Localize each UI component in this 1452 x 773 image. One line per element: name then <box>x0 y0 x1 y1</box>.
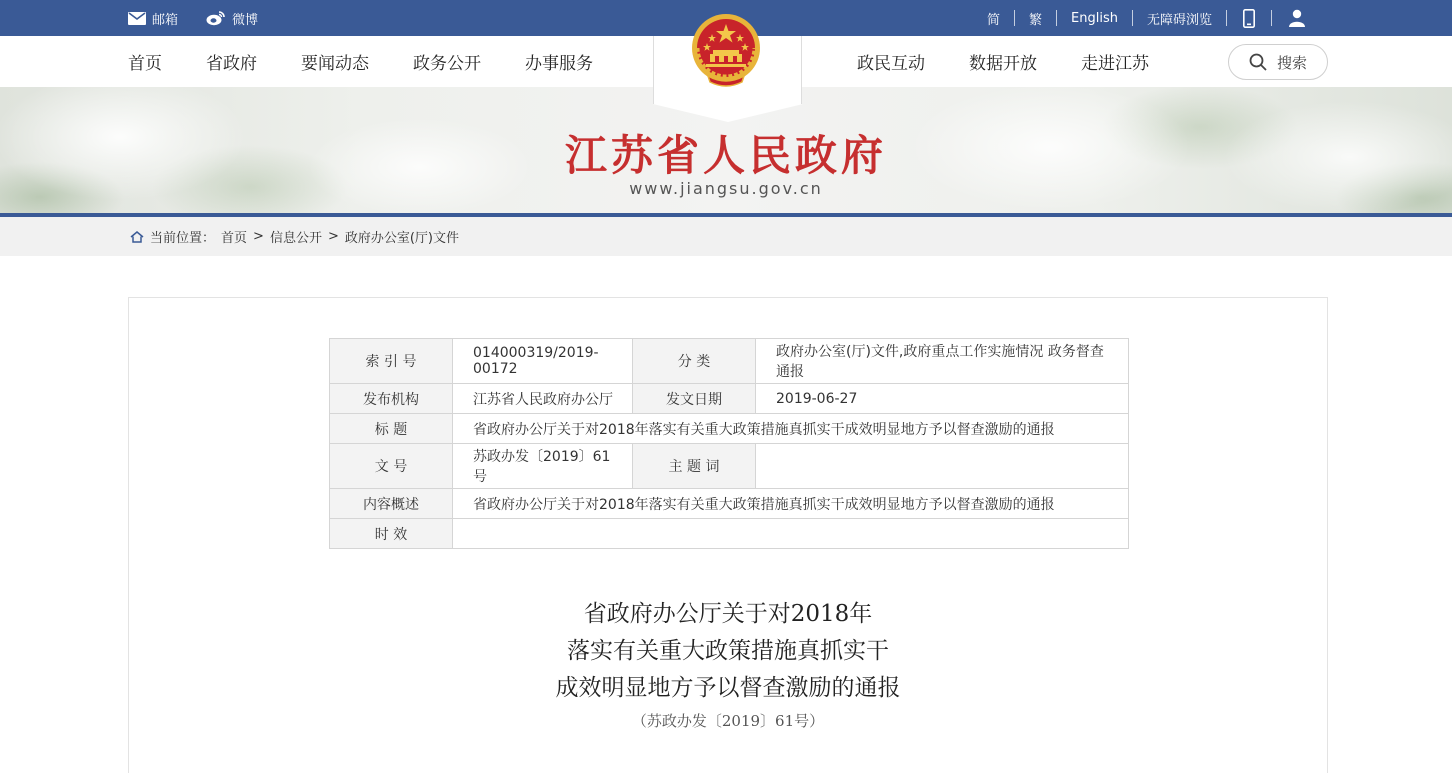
home-icon <box>130 231 144 243</box>
content-card <box>128 297 1328 773</box>
issue-date-label: 发文日期 <box>633 384 756 414</box>
user-icon <box>1288 9 1306 27</box>
table-row <box>330 519 1129 549</box>
table-row <box>330 444 1129 489</box>
category-label: 分 类 <box>633 339 756 384</box>
document-title <box>129 596 1327 707</box>
keywords-value <box>756 444 1129 489</box>
traditional-chinese-link[interactable]: 繁 <box>1029 12 1043 28</box>
category-value: 政府办公室(厅)文件,政府重点工作实施情况 政务督查 通报 <box>756 339 1129 384</box>
site-title: 江苏省人民政府 <box>564 131 887 180</box>
breadcrumb-prefix: 当前位置： <box>150 231 216 246</box>
social-links <box>128 0 258 36</box>
title-label: 标 题 <box>330 414 453 444</box>
table-row <box>330 414 1129 444</box>
document-number-label: 文 号 <box>330 444 453 489</box>
document-title-line: 成效明显地方予以督查激励的通报 <box>555 675 901 701</box>
document-number: （苏政办发〔2019〕61号） <box>631 712 825 730</box>
breadcrumb-info-disclosure[interactable]: 信息公开 <box>269 231 322 246</box>
validity-label: 时 效 <box>330 519 453 549</box>
weibo-label: 微博 <box>232 12 259 28</box>
weibo-link[interactable] <box>206 9 258 28</box>
title-value: 省政府办公厅关于对2018年落实有关重大政策措施真抓实干成效明显地方予以督查激励的通报 <box>453 414 1129 444</box>
summary-value: 省政府办公厅关于对2018年落实有关重大政策措施真抓实干成效明显地方予以督查激励的通报 <box>453 489 1129 519</box>
mail-link[interactable] <box>128 9 178 28</box>
simplified-chinese-link[interactable]: 简 <box>987 12 1001 28</box>
keywords-label: 主 题 词 <box>633 444 756 489</box>
search-button[interactable] <box>1228 44 1328 80</box>
nav-item-interaction[interactable]: 政民互动 <box>857 54 925 74</box>
breadcrumb-home[interactable]: 首页 <box>221 231 248 246</box>
publisher-value: 江苏省人民政府办公厅 <box>453 384 633 414</box>
nav-item-about-jiangsu[interactable]: 走进江苏 <box>1081 54 1149 74</box>
issue-date-value: 2019-06-27 <box>756 384 1129 414</box>
index-number-value: 014000319/2019-00172 <box>453 339 633 384</box>
mail-icon <box>128 12 146 25</box>
search-label: 搜索 <box>1276 53 1307 72</box>
document-title-line: 省政府办公厅关于对2018年 <box>583 601 873 627</box>
breadcrumb-separator: > <box>327 229 339 244</box>
breadcrumb-bar <box>0 217 1452 256</box>
summary-label: 内容概述 <box>330 489 453 519</box>
language-links <box>973 0 1322 36</box>
mobile-link[interactable] <box>1227 9 1271 28</box>
mobile-phone-icon <box>1243 9 1255 28</box>
site-url: www.jiangsu.gov.cn <box>629 179 823 198</box>
nav-item-open-data[interactable]: 数据开放 <box>969 54 1037 74</box>
nav-left-group <box>128 36 593 87</box>
table-row <box>330 339 1129 384</box>
weibo-icon <box>206 10 226 26</box>
document-number-value: 苏政办发〔2019〕61号 <box>453 444 633 489</box>
table-row <box>330 384 1129 414</box>
publisher-label: 发布机构 <box>330 384 453 414</box>
validity-value <box>453 519 1129 549</box>
breadcrumb-office-documents[interactable]: 政府办公室(厅)文件 <box>344 231 460 246</box>
breadcrumb-separator: > <box>253 229 264 244</box>
accessible-browse-link[interactable]: 无障碍浏览 <box>1146 12 1212 28</box>
nav-item-provincial-government[interactable]: 省政府 <box>206 54 257 74</box>
nav-item-services[interactable]: 办事服务 <box>525 54 593 74</box>
user-login-link[interactable] <box>1272 9 1322 27</box>
index-number-label: 索 引 号 <box>330 339 453 384</box>
nav-item-government-affairs[interactable]: 政务公开 <box>413 54 481 74</box>
mail-label: 邮箱 <box>152 12 179 28</box>
document-metadata-table <box>329 338 1129 549</box>
nav-item-news[interactable]: 要闻动态 <box>301 54 369 74</box>
document-title-line: 落实有关重大政策措施真抓实干 <box>567 638 889 664</box>
national-emblem-icon[interactable] <box>686 10 766 90</box>
english-link[interactable]: English <box>1071 10 1118 26</box>
nav-right-group <box>857 36 1149 87</box>
table-row <box>330 489 1129 519</box>
breadcrumb <box>130 217 459 256</box>
search-icon <box>1249 53 1267 71</box>
nav-item-home[interactable]: 首页 <box>128 54 162 74</box>
